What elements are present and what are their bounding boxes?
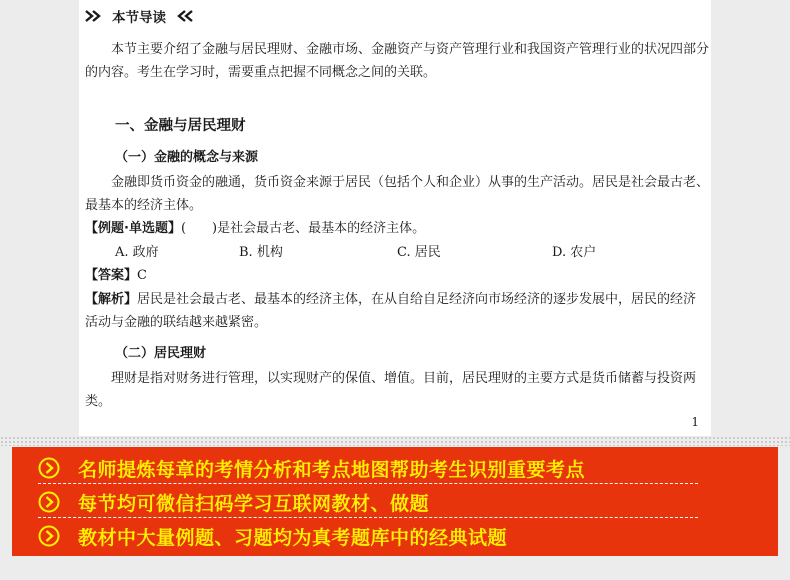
page-number: 1: [691, 415, 699, 429]
double-chevron-right-icon: [85, 10, 107, 22]
banner-item: [38, 487, 698, 518]
banner-item: [38, 521, 698, 551]
banner-item: [38, 453, 698, 484]
answer-options: [115, 241, 695, 263]
answer-tag: 【答案】: [85, 268, 138, 283]
section-heading: 一、金融与居民理财: [115, 118, 246, 134]
example-text: ( )是社会最古老、最基本的经济主体。: [180, 221, 426, 236]
book-page: [79, 0, 711, 436]
analysis-text: 居民是社会最古老、最基本的经济主体，在从自给自足经济向市场经济的逐步发展中，居民的经济活动与金融的联结越来越紧密。: [85, 292, 697, 330]
circle-arrow-icon: [38, 525, 60, 547]
section-guide-header: [85, 6, 193, 26]
answer-value: C: [137, 268, 147, 283]
analysis-paragraph: [85, 288, 709, 334]
example-tag: 【例题·单选题】: [85, 221, 181, 236]
analysis-tag: 【解析】: [85, 292, 138, 307]
example-question: [85, 217, 709, 240]
subsection-heading-2: （二）居民理财: [115, 346, 207, 361]
section-guide-title: 本节导读: [112, 10, 166, 26]
dotted-divider: [0, 436, 790, 446]
paragraph-personal-finance: 理财是指对财务进行管理，以实现财产的保值、增值。目前，居民理财的主要方式是货币储蓄与投资两类。: [85, 371, 697, 409]
option-b: B. 机构: [239, 245, 283, 260]
circle-arrow-icon: [38, 457, 60, 479]
answer-line: [85, 264, 709, 287]
circle-arrow-icon: [38, 491, 60, 513]
feature-banner: [12, 447, 778, 556]
guide-intro: 本节主要介绍了金融与居民理财、金融市场、金融资产与资产管理行业和我国资产管理行业的状况四部分的内容。考生在学习时，需要重点把握不同概念之间的关联。: [85, 42, 710, 80]
option-a: A. 政府: [115, 245, 159, 260]
banner-item-text: 每节均可微信扫码学习互联网教材、做题: [78, 492, 430, 515]
paragraph-finance-definition: 金融即货币资金的融通，货币资金来源于居民（包括个人和企业）从事的生产活动。居民是社会最古老、最基本的经济主体。: [85, 175, 710, 213]
subsection-heading-1: （一）金融的概念与来源: [115, 150, 259, 165]
option-c: C. 居民: [397, 245, 441, 260]
banner-item-text: 教材中大量例题、习题均为真考题库中的经典试题: [78, 526, 508, 549]
double-chevron-left-icon: [171, 10, 193, 22]
banner-item-text: 名师提炼每章的考情分析和考点地图帮助考生识别重要考点: [78, 458, 586, 481]
option-d: D. 农户: [552, 245, 597, 260]
